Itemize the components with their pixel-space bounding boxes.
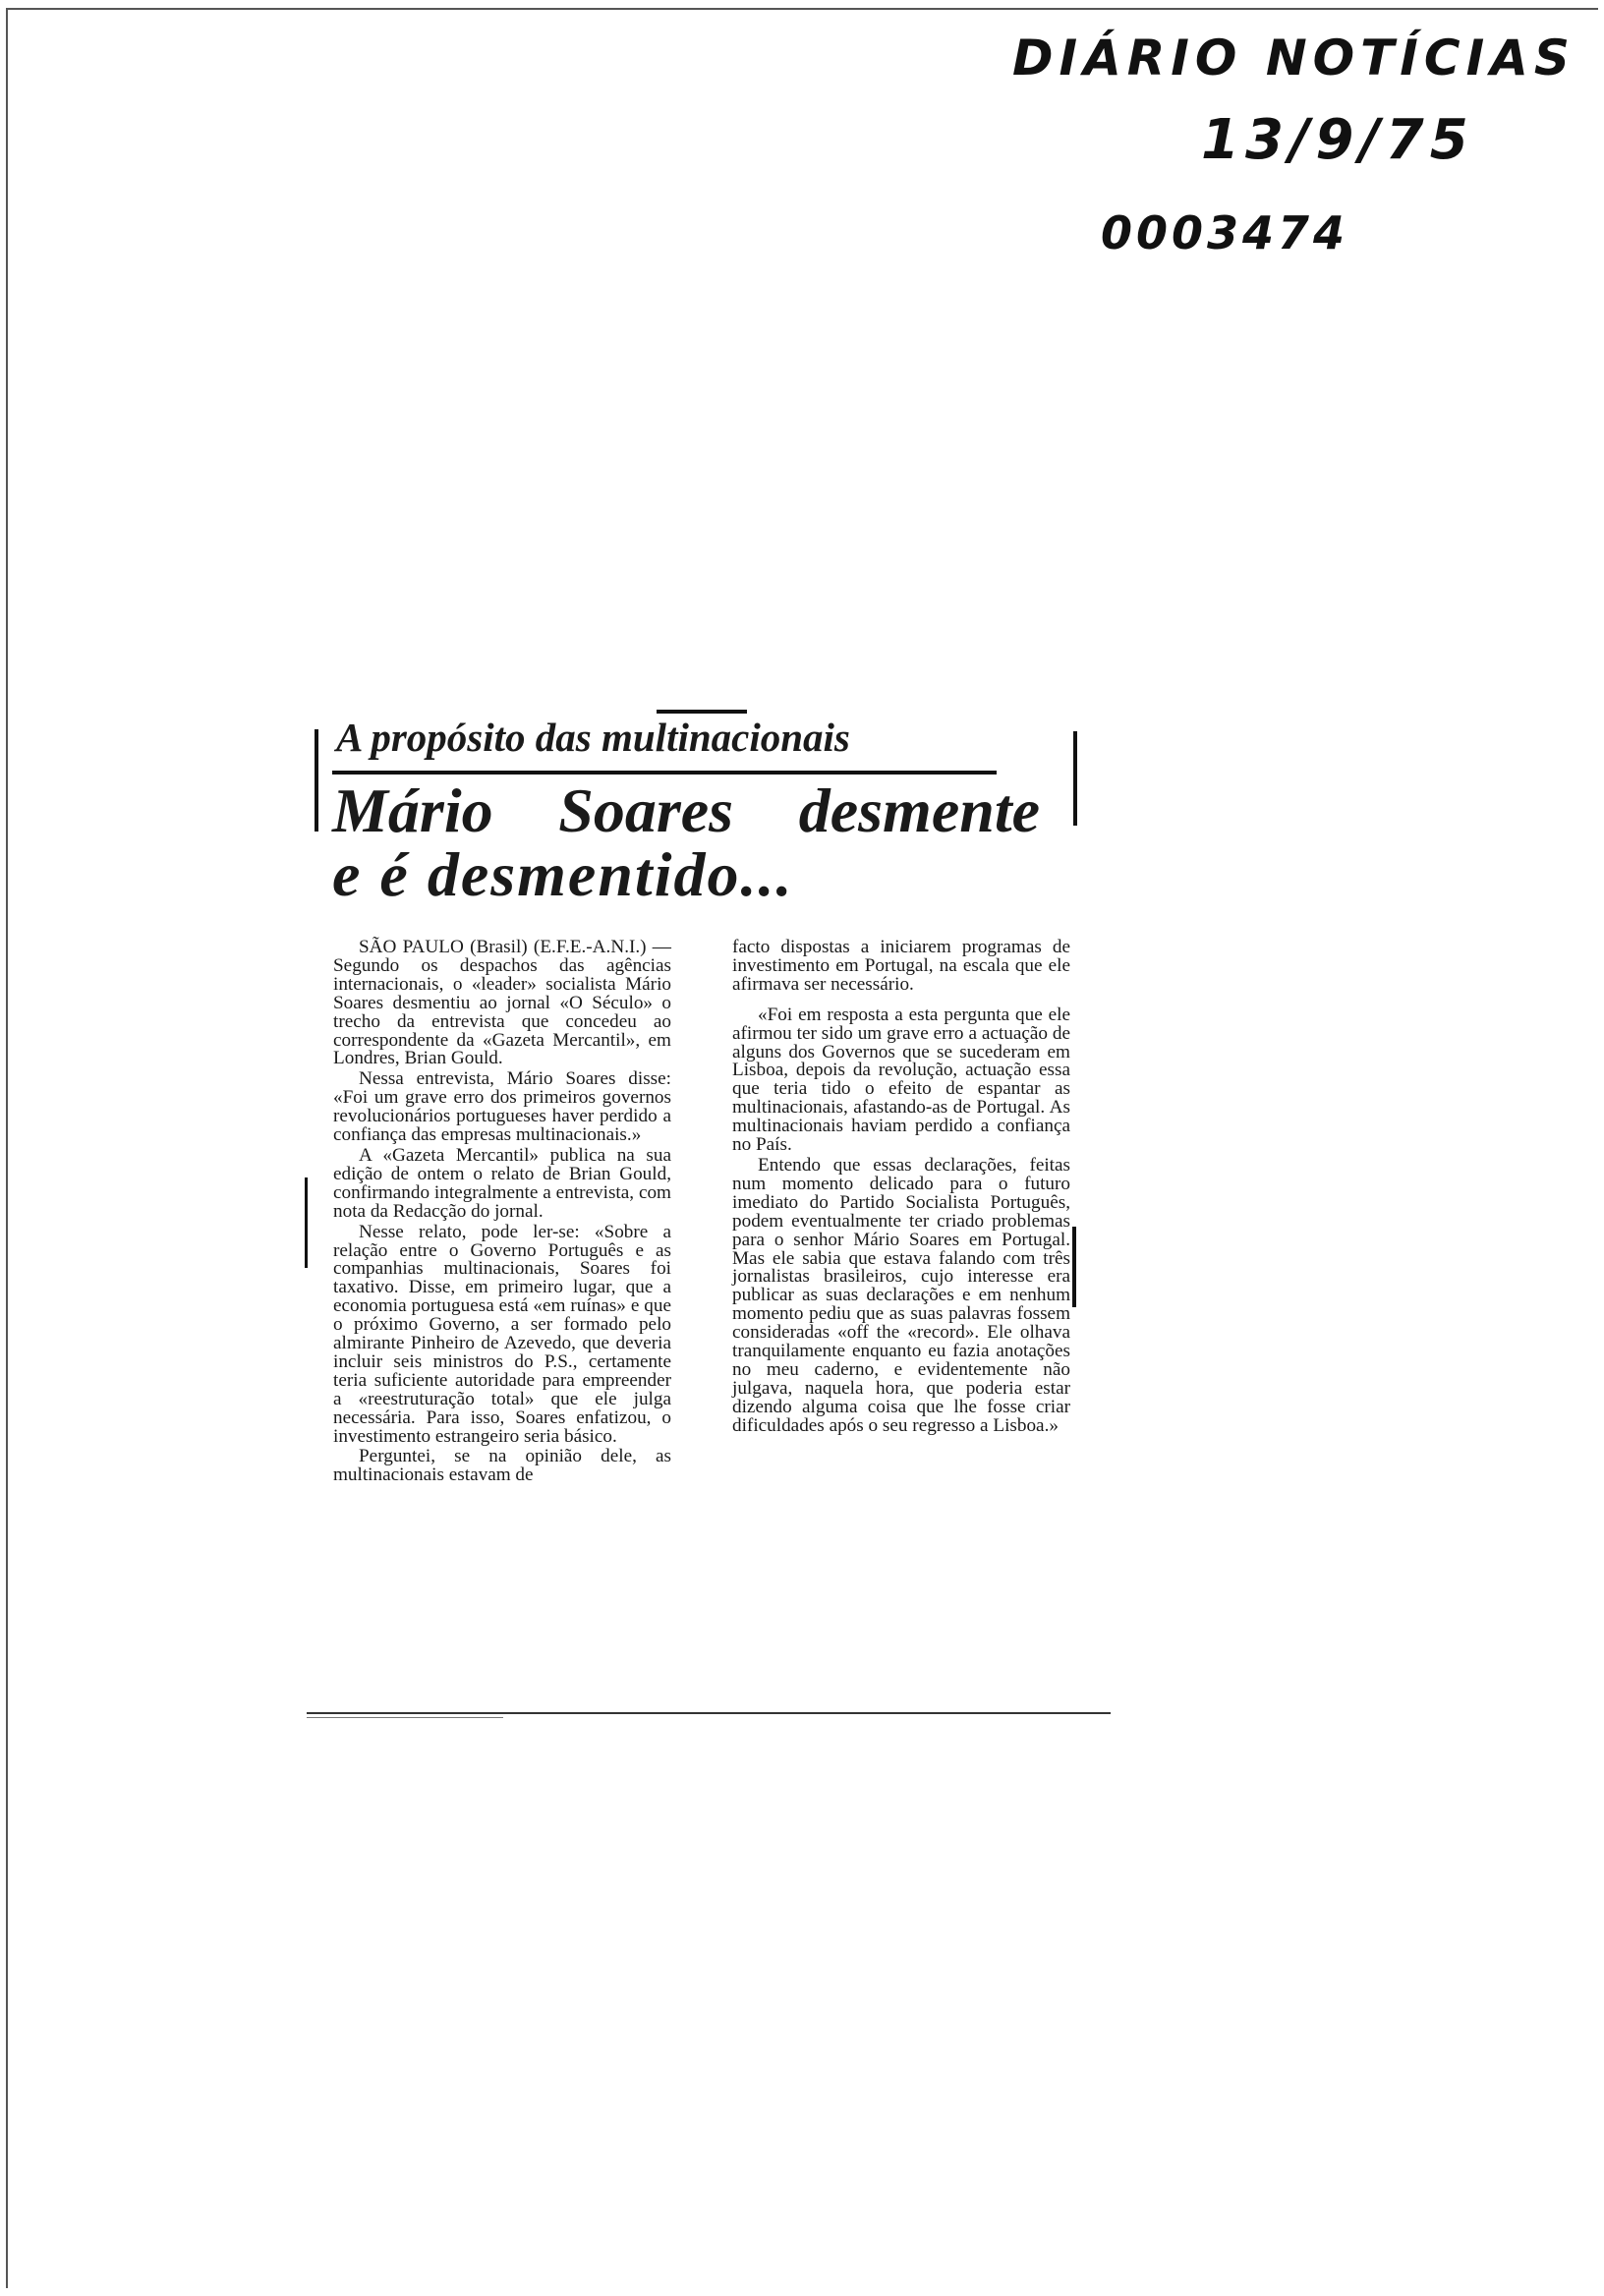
paragraph: A «Gazeta Mercantil» publica na sua edição de ontem o relato de Brian Gould, confirmando integralmente a entrevista, com nota da Redacção do jornal.	[333, 1144, 671, 1222]
margin-mark-right-headline	[1073, 731, 1077, 826]
scan-border-left	[6, 8, 8, 2288]
bottom-rule-faint	[307, 1717, 503, 1718]
handwritten-date: 13/9/75	[1201, 108, 1474, 172]
paragraph: Nessa entrevista, Mário Soares disse: «Foi um grave erro dos primeiros governos revolucionários portugueses haver perdido a confiança das empresas multinacionais.»	[333, 1068, 671, 1146]
paragraph: «Foi em resposta a esta pergunta que ele afirmou ter sido um grave erro a actuação de alguns dos Governos que se sucederam em Lisboa, depois da revolução, actuação essa que teria tido o efeito de espantar as multinacionais, afastando-as de Portugal. As multinacionais haviam perdido a confiança no País.	[732, 1004, 1070, 1156]
kicker-rule	[332, 771, 997, 775]
margin-mark-left-text	[305, 1177, 308, 1268]
margin-mark-left-headline	[315, 729, 318, 832]
kicker: A propósito das multinacionais	[336, 715, 850, 760]
scan-border-top	[6, 8, 1598, 10]
headline-line-2: e é desmentido...	[332, 839, 794, 910]
margin-mark-right-text	[1072, 1227, 1076, 1307]
article-column-2	[732, 939, 1070, 1438]
paragraph: Entendo que essas declarações, feitas num momento delicado para o futuro imediato do Partido Socialista Português, podem eventualmente ter criado problemas para o senhor Mário Soares em Portugal. Mas ele sabia que estava falando com três jornalistas brasileiros, cujo interesse era publicar as suas declarações e em nenhum momento pediu que as suas palavras fossem consideradas «off the «record». Ele olhava tranquilamente enquanto eu fazia anotações no meu caderno, e evidentemente não julgava, naquela hora, que poderia estar dizendo alguma coisa que lhe fosse criar dificuldades após o seu regresso a Lisboa.»	[732, 1154, 1070, 1436]
article-column-1	[333, 939, 671, 1487]
handwritten-source: DIÁRIO NOTÍCIAS	[1012, 29, 1575, 86]
headline-line-1: Mário Soares desmente	[332, 775, 1040, 845]
paragraph: Perguntei, se na opinião dele, as multinacionais estavam de	[333, 1446, 671, 1486]
bottom-rule	[307, 1712, 1111, 1714]
paragraph: Nesse relato, pode ler-se: «Sobre a relação entre o Governo Português e as companhias multinacionais, Soares foi taxativo. Disse, em primeiro lugar, que a economia portuguesa está «em ruínas» e que o próximo Governo, a ser formado pelo almirante Pinheiro de Azevedo, que deveria incluir seis ministros do P.S., certamente teria suficiente autoridade para empreender a «reestruturação total» que ele julga necessária. Para isso, Soares enfatizou, o investimento estrangeiro seria básico.	[333, 1221, 671, 1447]
paragraph: SÃO PAULO (Brasil) (E.F.E.-A.N.I.) — Segundo os despachos das agências internacionais, o «leader» socialista Mário Soares desmentiu ao jornal «O Século» o trecho da entrevista que concedeu ao correspondente da «Gazeta Mercantil», em Londres, Brian Gould.	[333, 937, 671, 1069]
paragraph: facto dispostas a iniciarem programas de investimento em Portugal, na escala que ele afirmava ser necessário.	[732, 937, 1070, 995]
newspaper-clipping	[307, 688, 1111, 1730]
headline	[332, 775, 1040, 910]
handwritten-code: 0003474	[1101, 206, 1349, 259]
